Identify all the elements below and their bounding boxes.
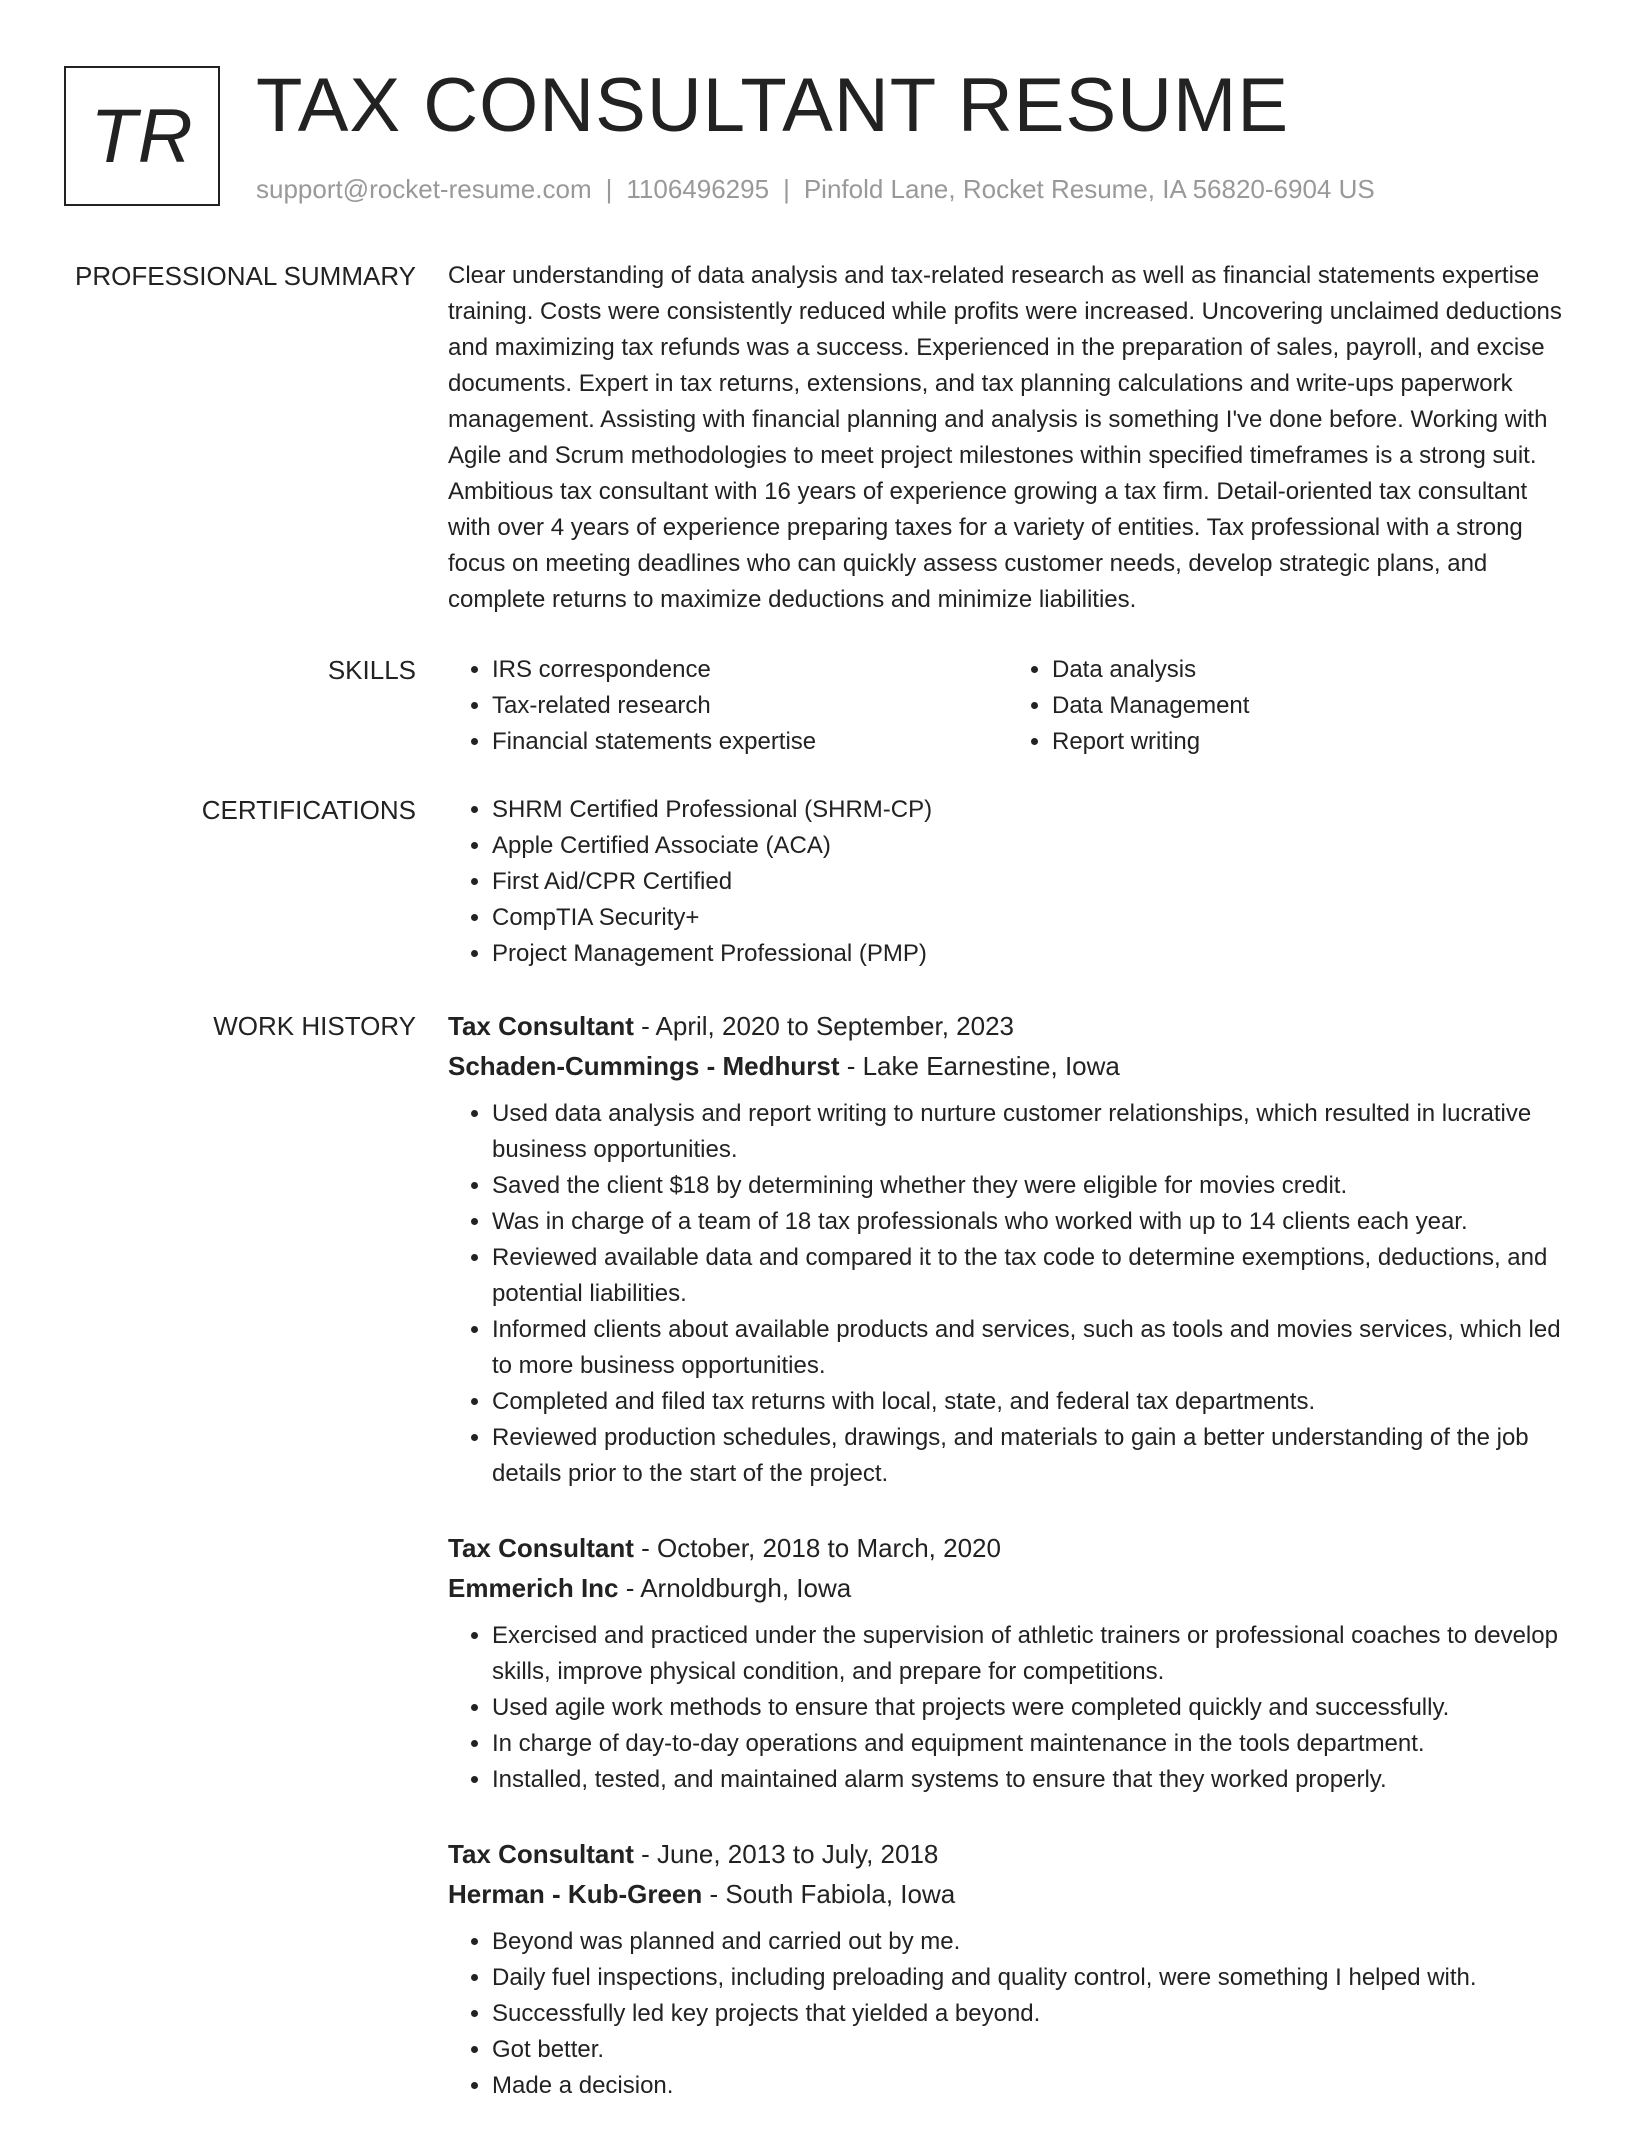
job-bullet: • Informed clients about available products and services, such as tools and movies services, which led to more business opportunities. [492, 1312, 1568, 1384]
job-company: Schaden-Cummings - Medhurst [448, 1051, 840, 1081]
job-title: Tax Consultant [448, 1533, 634, 1563]
skills-heading: SKILLS [327, 655, 416, 685]
resume-header [64, 63, 1564, 216]
job-bullet: • Used data analysis and report writing to nurture customer relationships, which resulted in lucrative business opportunities. [492, 1096, 1568, 1168]
skill-item: • Financial statements expertise [492, 724, 1008, 760]
summary-heading: PROFESSIONAL SUMMARY [75, 261, 416, 291]
job-dates: June, 2013 to July, 2018 [656, 1839, 939, 1869]
job-bullet: • Reviewed production schedules, drawings, and materials to gain a better understanding of the job details prior to the start of the project. [492, 1420, 1568, 1492]
job-bullet: • In charge of day-to-day operations and equipment maintenance in the tools department. [492, 1726, 1568, 1762]
job-dash: - [633, 1533, 657, 1563]
job-dash: - [702, 1879, 726, 1909]
contact-email: support@rocket-resume.com [256, 174, 592, 204]
job-bullet: • Saved the client $18 by determining whether they were eligible for movies credit. [492, 1168, 1568, 1204]
job-dash: - [633, 1011, 656, 1041]
job-bullets [448, 1924, 1568, 2104]
job-bullet: • Completed and filed tax returns with local, state, and federal tax departments. [492, 1384, 1568, 1420]
work-history-heading: WORK HISTORY [213, 1011, 416, 1041]
skills-column-1 [448, 652, 1008, 760]
skill-item: • Tax-related research [492, 688, 1008, 724]
job-company: Herman - Kub-Green [448, 1879, 703, 1909]
job-bullet: • Got better. [492, 2032, 1568, 2068]
job-company: Emmerich Inc [448, 1573, 619, 1603]
job-bullets [448, 1096, 1568, 1492]
job-title-line [448, 1528, 1568, 1568]
contact-phone: 1106496295 [626, 174, 770, 204]
work-history-list [448, 1006, 1568, 2140]
job-bullet: • Reviewed available data and compared it to the tax code to determine exemptions, deductions, and potential liabilities. [492, 1240, 1568, 1312]
page-title: TAX CONSULTANT RESUME [256, 63, 1290, 148]
certification-item: • Apple Certified Associate (ACA) [492, 828, 1568, 864]
job-bullets [448, 1618, 1568, 1798]
contact-separator: | [605, 174, 613, 204]
job-title: Tax Consultant [448, 1011, 634, 1041]
job-bullet: • Used agile work methods to ensure that projects were completed quickly and successfully. [492, 1690, 1568, 1726]
certification-item: • SHRM Certified Professional (SHRM-CP) [492, 792, 1568, 828]
job-title: Tax Consultant [448, 1839, 634, 1869]
contact-separator: | [783, 174, 790, 204]
skill-item: • Data analysis [1052, 652, 1568, 688]
summary-text: Clear understanding of data analysis and tax-related research as well as financial statements expertise training. Costs were consistently reduced while profits were increased. Uncovering unclaimed deductions and maximizing tax refunds was a success. Experienced in the preparation of sales, payroll, and excise documents. Expert in tax returns, extensions, and tax planning calculations and write-ups paperwork management. Assisting with financial planning and analysis is something I've done before. Working with Agile and Scrum methodologies to meet project milestones within specified timeframes is a strong suit. Ambitious tax consultant with 16 years of experience growing a tax firm. Detail-oriented tax consultant with over 4 years of experience preparing taxes for a variety of entities. Tax professional with a strong focus on meeting deadlines who can quickly assess customer needs, develop strategic plans, and complete returns to maximize deductions and minimize liabilities. [448, 262, 1562, 613]
job-bullet: • Beyond was planned and carried out by me. [492, 1924, 1568, 1960]
job-bullet: • Exercised and practiced under the supervision of athletic trainers or professional coaches to develop skills, improve physical condition, and prepare for competitions. [492, 1618, 1568, 1690]
job-entry [448, 1528, 1568, 1798]
job-dash: - [618, 1573, 641, 1603]
contact-address: Pinfold Lane, Rocket Resume, IA 56820-6904 US [803, 174, 1375, 204]
monogram-badge: TR [64, 66, 220, 206]
job-bullet: • Was in charge of a team of 18 tax professionals who worked with up to 14 clients each year. [492, 1204, 1568, 1240]
skill-item: • Data Management [1052, 688, 1568, 724]
job-company-line [448, 1874, 1568, 1914]
certifications-list [448, 792, 1568, 972]
skills-list [448, 652, 1568, 760]
certifications-heading: CERTIFICATIONS [201, 795, 416, 825]
job-entry [448, 1834, 1568, 2104]
job-entry [448, 1006, 1568, 1492]
job-location: Arnoldburgh, Iowa [640, 1573, 852, 1603]
certification-item: • Project Management Professional (PMP) [492, 936, 1568, 972]
job-title-line [448, 1006, 1568, 1046]
job-location: Lake Earnestine, Iowa [862, 1051, 1120, 1081]
certification-item: • First Aid/CPR Certified [492, 864, 1568, 900]
job-bullet: • Daily fuel inspections, including preloading and quality control, were something I helped with. [492, 1960, 1568, 1996]
job-dash: - [839, 1051, 863, 1081]
job-dash: - [633, 1839, 657, 1869]
skills-column-2 [1008, 652, 1568, 760]
contact-line [256, 174, 1375, 205]
job-bullet: • Installed, tested, and maintained alarm systems to ensure that they worked properly. [492, 1762, 1568, 1798]
job-bullet: • Successfully led key projects that yielded a beyond. [492, 1996, 1568, 2032]
certification-item: • CompTIA Security+ [492, 900, 1568, 936]
job-title-line [448, 1834, 1568, 1874]
skill-item: • Report writing [1052, 724, 1568, 760]
job-location: South Fabiola, Iowa [725, 1879, 956, 1909]
job-dates: October, 2018 to March, 2020 [656, 1533, 1001, 1563]
job-company-line [448, 1568, 1568, 1608]
job-bullet: • Made a decision. [492, 2068, 1568, 2104]
job-company-line [448, 1046, 1568, 1086]
job-dates: April, 2020 to September, 2023 [655, 1011, 1014, 1041]
skill-item: • IRS correspondence [492, 652, 1008, 688]
